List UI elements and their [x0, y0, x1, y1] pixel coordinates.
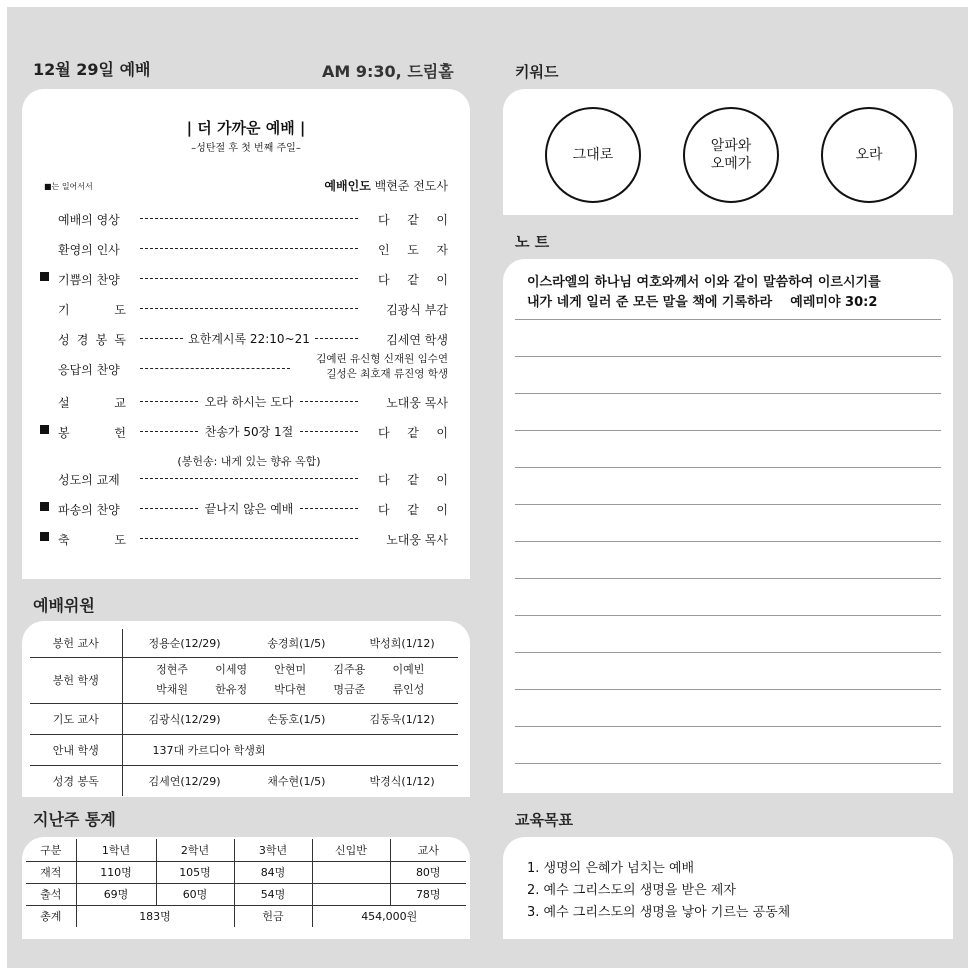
note-ruled-line [515, 578, 941, 579]
table-row [30, 734, 458, 765]
leader-dashes [140, 538, 358, 539]
order-item-person-part: 같 [407, 273, 419, 287]
order-item-name-part: 도 [114, 303, 126, 317]
order-row [40, 392, 448, 412]
leader-name: 백현준 전도사 [374, 179, 448, 193]
order-item-name [58, 424, 126, 441]
order-item-name-part: 축 [58, 533, 70, 547]
order-item-name [58, 471, 126, 488]
order-item-name [58, 501, 126, 518]
note-ruled-line [515, 319, 941, 320]
order-item-name-text: 응답의 찬양 [58, 363, 120, 377]
order-item-name-text: 예배의 영상 [58, 213, 120, 227]
order-item-person [378, 271, 448, 288]
goal-item: 2. 예수 그리스도의 생명을 받은 제자 [527, 883, 736, 898]
order-item-name [58, 531, 126, 548]
order-item-name-part: 헌 [114, 426, 126, 440]
order-item-person-part: 다 [378, 273, 390, 287]
goals-title: 교육목표 [515, 811, 573, 829]
keyword-circle [683, 107, 779, 203]
order-row [40, 239, 448, 259]
table-row [30, 703, 458, 734]
cell: 박성희(1/12) [346, 629, 458, 657]
response-singers-line-2: 길성은 최호재 류진영 학생 [326, 368, 448, 380]
table-row [30, 657, 458, 703]
order-item-person [378, 211, 448, 228]
order-item-person-part: 이 [436, 473, 448, 487]
cell: 137대 카르디아 학생회 [122, 734, 458, 765]
cell: 정용순(12/29) [122, 629, 247, 657]
note-ruled-line [515, 615, 941, 616]
cell: 안현미 [274, 663, 307, 676]
order-item-person [378, 501, 448, 518]
order-item-name [58, 211, 126, 228]
note-ruled-line [515, 689, 941, 690]
order-item-name-part: 봉 [95, 333, 108, 347]
note-ruled-line [515, 763, 941, 764]
order-row [40, 529, 448, 549]
stand-marker-icon [40, 532, 49, 541]
cell: 54명 [234, 883, 312, 905]
order-item-person-part: 다 [378, 426, 390, 440]
cell: 손동호(1/5) [247, 703, 347, 734]
order-item-name [58, 271, 126, 288]
cell: 출석 [26, 883, 76, 905]
order-item-name [58, 331, 126, 348]
order-item-name-part: 경 [76, 333, 89, 347]
order-item-name-text: 환영의 인사 [58, 243, 120, 257]
order-item-name-part: 설 [58, 396, 70, 410]
worship-title: | 더 가까운 예배 | [186, 119, 306, 137]
order-item-person [378, 394, 448, 411]
cell: 류인성 [392, 683, 425, 696]
note-verse-reference: 예레미야 30:2 [790, 295, 878, 310]
order-item-person [378, 241, 448, 258]
order-item-person-part: 이 [436, 273, 448, 287]
cell: 한유정 [215, 683, 248, 696]
note-ruled-line [515, 652, 941, 653]
table-row [30, 629, 458, 657]
order-item-person-part: 도 [407, 243, 419, 257]
cell: 69명 [76, 883, 156, 905]
cell: 박경식(1/12) [369, 774, 435, 788]
committee-title: 예배위원 [33, 596, 95, 615]
note-title: 노 트 [515, 233, 550, 251]
header-cell: 1학년 [76, 839, 156, 861]
leader-dashes [140, 218, 358, 219]
worship-leader [324, 177, 448, 194]
leader-dashes [140, 308, 358, 309]
order-item-detail [140, 423, 358, 440]
cell: 454,000원 [312, 905, 466, 927]
cell [312, 861, 390, 883]
cell: 헌금 [234, 905, 312, 927]
note-verse-line-1: 이스라엘의 하나님 여호와께서 이와 같이 말씀하여 이르시기를 [527, 275, 881, 290]
order-item-detail [140, 393, 358, 410]
cell: 김주용 [333, 663, 366, 676]
cell: 183명 [76, 905, 234, 927]
table-row [26, 883, 466, 905]
cell: 이세영 [215, 663, 248, 676]
cell: 105명 [156, 861, 234, 883]
order-item-name [58, 241, 126, 258]
response-singers-line-1: 김예린 유신형 신재원 임수연 [316, 353, 448, 365]
order-item-name-text: 기쁨의 찬양 [58, 273, 120, 287]
stand-marker-icon [40, 272, 49, 281]
worship-order-card [22, 89, 470, 579]
order-row [40, 422, 448, 442]
header-cell: 신입반 [312, 839, 390, 861]
cell: 총계 [26, 905, 76, 927]
order-item-person-part: 이 [436, 213, 448, 227]
committee-card [22, 621, 470, 797]
header-cell: 교사 [390, 839, 466, 861]
cell: 110명 [76, 861, 156, 883]
cell: 재적 [26, 861, 76, 883]
order-item-person-part: 같 [407, 503, 419, 517]
note-verse-line-2 [527, 293, 881, 313]
note-card [503, 259, 953, 793]
cell [312, 883, 390, 905]
cell: 60명 [156, 883, 234, 905]
note-ruled-line [515, 430, 941, 431]
goal-item: 1. 생명의 은혜가 넘치는 예배 [527, 861, 695, 876]
cell: 박다현 [274, 683, 307, 696]
goal-item: 3. 예수 그리스도의 생명을 낳아 기르는 공동체 [527, 905, 791, 920]
cell: 78명 [390, 883, 466, 905]
order-item-person [378, 471, 448, 488]
cell: 김세연(12/29) [148, 774, 221, 788]
cell: 80명 [390, 861, 466, 883]
table-row [26, 839, 466, 861]
order-item-person-text: 노대웅 목사 [386, 533, 448, 547]
bulletin-page [7, 7, 968, 968]
order-item-person-part: 이 [436, 426, 448, 440]
header-cell: 2학년 [156, 839, 234, 861]
cell: 이예빈 [392, 663, 425, 676]
leader-label: 예배인도 [324, 179, 371, 193]
row-label: 기도 교사 [30, 703, 122, 734]
note-ruled-line [515, 541, 941, 542]
order-item-person-text: 김세연 학생 [386, 333, 448, 347]
cell: 박채원 [156, 683, 188, 696]
response-singers [40, 353, 448, 380]
cell: 84명 [234, 861, 312, 883]
order-item-name-text: 파송의 찬양 [58, 503, 120, 517]
order-item-person-part: 같 [407, 473, 419, 487]
row-label: 봉헌 교사 [30, 629, 122, 657]
stats-card [22, 837, 470, 939]
order-item-person [378, 331, 448, 348]
committee-table [30, 629, 458, 796]
order-item-detail-text: 요한계시록 22:10~21 [183, 332, 315, 346]
order-item-name-part: 독 [114, 333, 126, 347]
order-item-name-part: 교 [114, 396, 126, 410]
order-item-person-part: 다 [378, 503, 390, 517]
order-item-person-part: 이 [436, 503, 448, 517]
row-label: 성경 봉독 [30, 765, 122, 796]
stats-table [26, 839, 466, 927]
cell: 정현주 [156, 663, 188, 676]
order-item-person-text: 김광식 부감 [386, 303, 448, 317]
table-row [26, 905, 466, 927]
stand-marker-icon [40, 502, 49, 511]
order-item-person-text: 노대웅 목사 [386, 396, 448, 410]
order-item-person-part: 다 [378, 473, 390, 487]
keyword-circle [545, 107, 641, 203]
order-item-detail [140, 330, 358, 347]
student-grid [122, 657, 458, 703]
order-item-person-part: 다 [378, 213, 390, 227]
order-item-detail-text: 오라 하시는 도다 [200, 395, 299, 409]
order-item-name-text: 성도의 교제 [58, 473, 120, 487]
offering-song: (봉헌송: 내게 있는 향유 옥합) [177, 455, 321, 468]
order-item-name-part: 도 [114, 533, 126, 547]
header-cell: 3학년 [234, 839, 312, 861]
row-label: 봉헌 학생 [30, 657, 122, 703]
order-item-name [58, 394, 126, 411]
note-ruled-line [515, 467, 941, 468]
leader-dashes [140, 478, 358, 479]
goals-card [503, 837, 953, 939]
order-row [40, 299, 448, 319]
order-item-person [378, 531, 448, 548]
order-item-name-part: 성 [58, 333, 70, 347]
order-item-name-part: 봉 [58, 426, 70, 440]
keyword-text: 알파와 오메가 [710, 138, 752, 172]
stats-title: 지난주 통계 [33, 810, 116, 829]
keywords-title: 키워드 [515, 63, 559, 81]
keywords-card [503, 89, 953, 215]
cell: 김동욱(1/12) [346, 703, 458, 734]
note-ruled-line [515, 504, 941, 505]
note-verse [527, 273, 881, 313]
note-ruled-line [515, 393, 941, 394]
stand-marker-icon [40, 425, 49, 434]
keyword-text: 그대로 [572, 147, 614, 163]
leader-dashes [140, 278, 358, 279]
note-ruled-line [515, 356, 941, 357]
order-item-person-part: 같 [407, 213, 419, 227]
order-item-name-part: 기 [58, 303, 70, 317]
order-item-detail [140, 500, 358, 517]
order-row [40, 269, 448, 289]
table-row [30, 765, 458, 796]
date-title: 12월 29일 예배 [33, 60, 151, 79]
order-item-person-part: 같 [407, 426, 419, 440]
cell: 김광식(12/29) [122, 703, 247, 734]
keyword-circle [821, 107, 917, 203]
cell: 송경희(1/5) [247, 629, 347, 657]
table-row [26, 861, 466, 883]
order-item-person-part: 자 [436, 243, 448, 257]
keyword-text: 오라 [855, 147, 883, 163]
order-row [40, 209, 448, 229]
order-row [40, 469, 448, 489]
note-verse-text: 내가 네게 일러 준 모든 말을 책에 기록하라 [527, 295, 773, 310]
worship-subtitle: –성탄절 후 첫 번째 주일– [191, 143, 301, 154]
leader-dashes [140, 248, 358, 249]
order-item-person-part: 인 [378, 243, 390, 257]
order-row [40, 499, 448, 519]
stand-note: ■는 일어서서 [44, 182, 93, 191]
order-item-name [58, 301, 126, 318]
order-item-person [378, 301, 448, 318]
header-cell: 구분 [26, 839, 76, 861]
order-item-detail-text: 끝나지 않은 예배 [200, 502, 299, 516]
note-ruled-line [515, 726, 941, 727]
order-row [40, 329, 448, 349]
order-item-person [378, 424, 448, 441]
order-item-detail-text: 찬송가 50장 1절 [200, 425, 299, 439]
cell: 명금준 [333, 683, 366, 696]
cell: 채수현(1/5) [267, 774, 326, 788]
time-place: AM 9:30, 드림홀 [322, 62, 454, 81]
row-label: 안내 학생 [30, 734, 122, 765]
